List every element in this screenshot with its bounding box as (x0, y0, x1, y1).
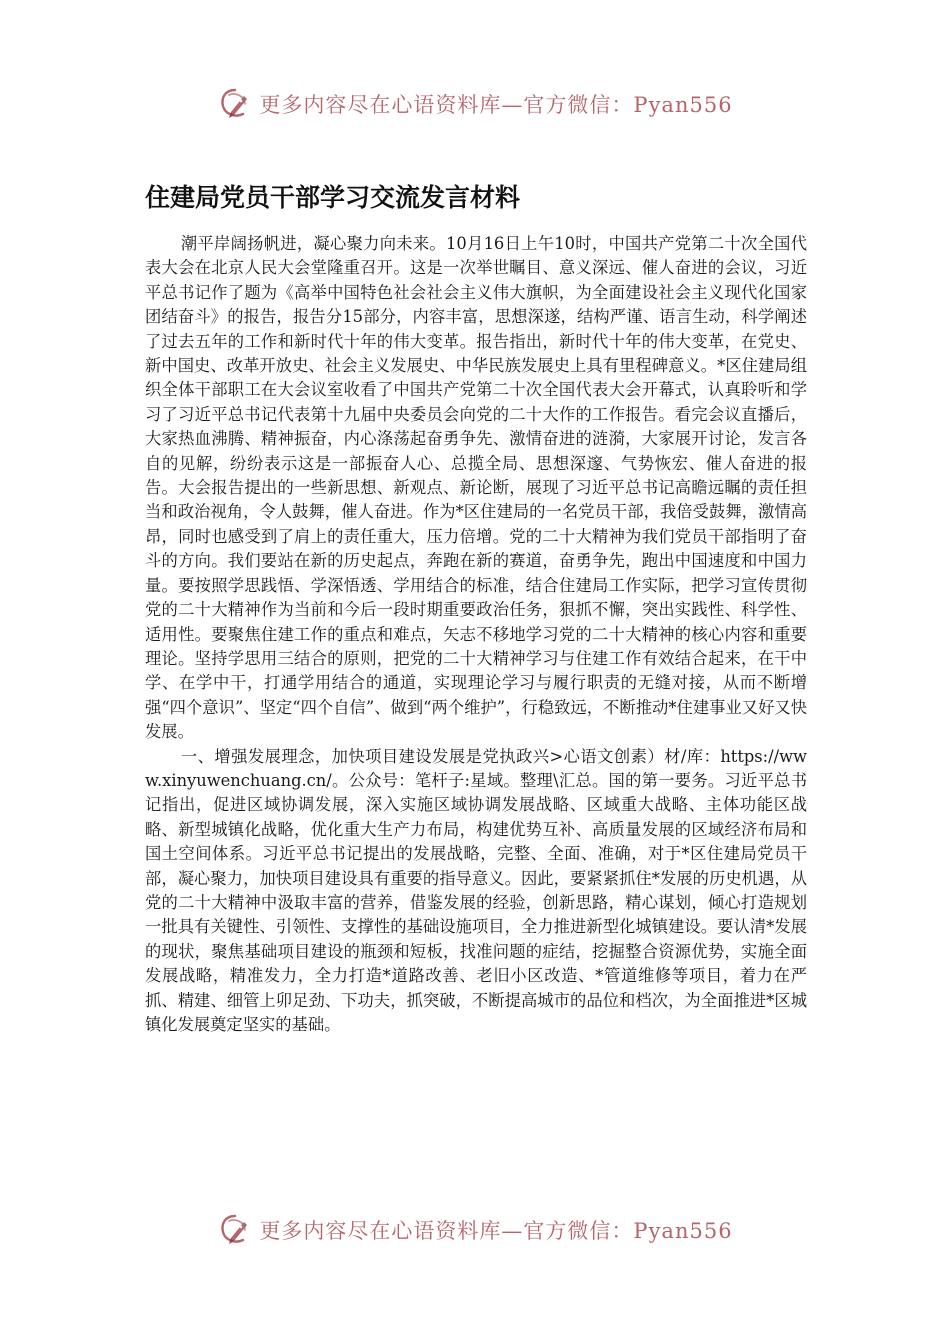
paragraph-2: 一、增强发展理念，加快项目建设发展是党执政兴>心语文创素）材/库：https://www.xinyuwenchuang.cn/。公众号：笔杆子:星域。整理\汇总。国的第一要务。习近平总书记指出，促进区域协调发展，深入实施区域协调发展战略、区域重大战略、主体功能区战略、新型城镇化战略，优化重大生产力布局，构建优势互补、高质量发展的区域经济布局和国土空间体系。习近平总书记提出的发展战略，完整、全面、准确，对于*区住建局党员干部，凝心聚力，加快项目建设具有重要的指导意义。因此，要紧紧抓住*发展的历史机遇，从党的二十大精神中汲取丰富的营养，借鉴发展的经验，创新思路，精心谋划，倾心打造规划一批具有关键性、引领性、支撑性的基础设施项目，全力推进新型化城镇建设。要认清*发展的现状，聚焦基础项目建设的瓶颈和短板，找准问题的症结，挖掘整合资源优势，实施全面发展战略，精准发力，全力打造*道路改善、老旧小区改造、*管道维修等项目，着力在严抓、精建、细管上卯足劲、下功夫，抓突破，不断提高城市的品位和档次，为全面推进*区城镇化发展奠定坚实的基础。 (145, 746, 807, 1034)
paragraph-1: 潮平岸阔扬帆进，凝心聚力向未来。10月16日上午10时，中国共产党第二十次全国代表大会在北京人民大会堂隆重召开。这是一次举世瞩目、意义深远、催人奋进的会议，习近平总书记作了题为《高举中国特色社会社会主义伟大旗帜，为全面建设社会主义现代化国家团结奋斗》的报告，报告分15部分，内容丰富，思想深遂，结构严谨、语言生动，科学阐述了过去五年的工作和新时代十年的伟大变革。报告指出，新时代十年的伟大变革，在党史、新中国史、改革开放史、社会主义发展史、中华民族发展史上具有里程碑意义。*区住建局组织全体干部职工在大会议室收看了中国共产党第二十次全国代表大会开幕式，认真聆听和学习了习近平总书记代表第十九届中央委员会向党的二十大作的工作报告。看完会议直播后，大家热血沸腾、精神振奋，内心涤荡起奋勇争先、激情奋进的涟漪，大家展开讨论，发言各自的见解，纷纷表示这是一部振奋人心、总揽全局、思想深邃、气势恢宏、催人奋进的报告。大会报告提出的一些新思想、新观点、新论断，展现了习近平总书记高瞻远瞩的责任担当和政治视角，令人鼓舞，催人奋进。作为*区住建局的一名党员干部，我倍受鼓舞，激情高昂，同时也感受到了肩上的责任重大，压力倍增。党的二十大精神为我们党员干部指明了奋斗的方向。我们要站在新的历史起点，奔跑在新的赛道，奋勇争先，跑出中国速度和中国力量。要按照学思践悟、学深悟透、学用结合的标准，结合住建局工作实际，把学习宣传贯彻党的二十大精神作为当前和今后一段时期重要政治任务，狠抓不懈，突出实践性、科学性、适用性。要聚焦住建工作的重点和难点，矢志不移地学习党的二十大精神的核心内容和重要理论。坚持学思用三结合的原则，把党的二十大精神学习与住建工作有效结合起来，在干中学、在学中干，打通学用结合的通道，实现理论学习与履行职责的无缝对接，从而不断增强“四个意识”、坚定“四个自信”、做到“两个维护”，行稳致远，不断推动*住建事业又好又快发展。 (145, 234, 807, 742)
watermark-text: 更多内容尽在心语资料库—官方微信：Pyan556 (259, 1219, 733, 1243)
pen-nib-swirl-icon (217, 86, 253, 122)
watermark-banner-top (0, 84, 950, 124)
document-title: 住建局党员干部学习交流发言材料 (145, 183, 521, 212)
watermark-text: 更多内容尽在心语资料库—官方微信：Pyan556 (259, 93, 733, 117)
pen-nib-swirl-icon (217, 1212, 253, 1248)
document-body (145, 232, 807, 1037)
watermark-banner-bottom (0, 1210, 950, 1250)
